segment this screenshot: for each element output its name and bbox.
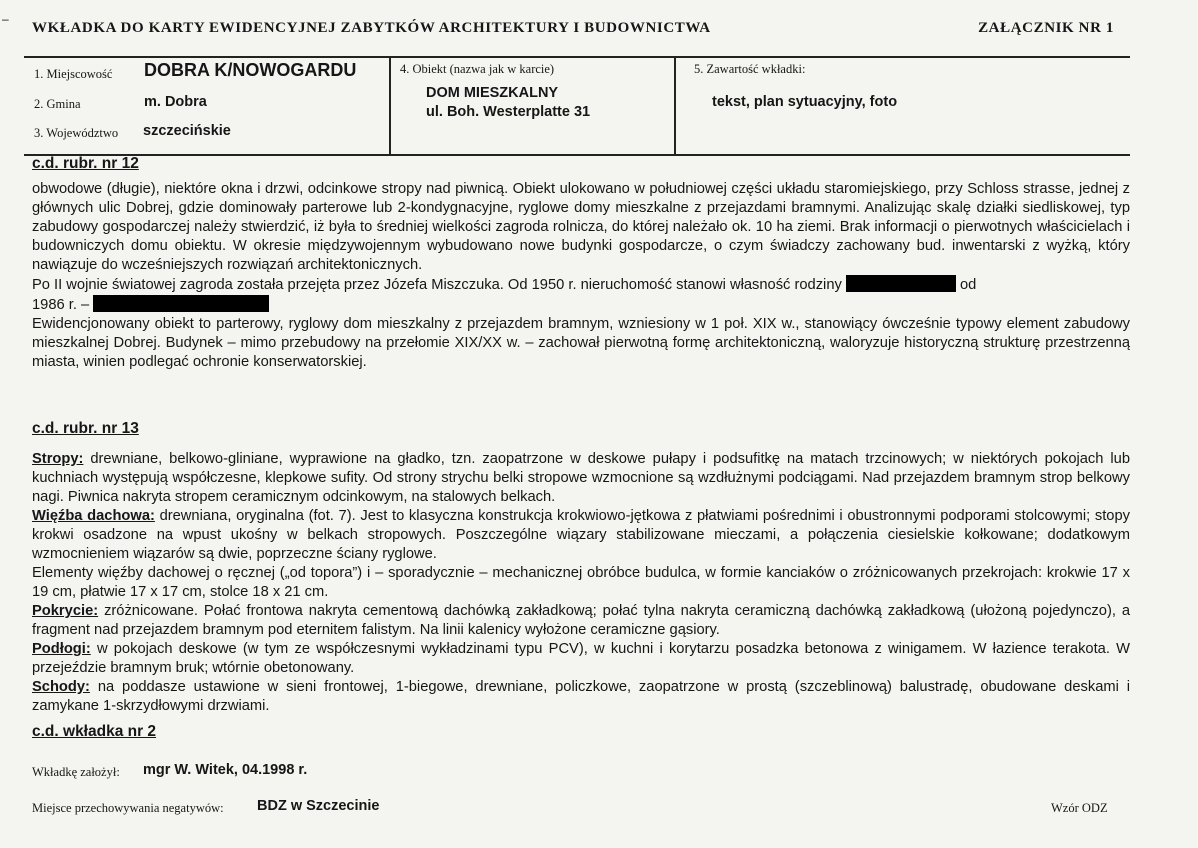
section-12-paragraph: Ewidencjonowany obiekt to parterowy, ryglowy dom mieszkalny z przejazdem bramnym, wzniesiony w 1 poł. XIX w., stanowiący ówcześnie typowy element zabudowy mieszkalnej Dobrej. Budynek – mimo przebudowy na przełomie XIX/XX w. – zachował pierwotną formę architektoniczną, waloryzuje historyczną strukturę przestrzenną miasta, winien podlegać ochronie konserwatorskiej.	[32, 316, 1130, 370]
author-value: mgr W. Witek, 04.1998 r.	[143, 762, 308, 778]
ownership-since: od	[960, 277, 977, 293]
box-divider	[389, 58, 391, 154]
negatives-storage-value: BDZ w Szczecinie	[257, 798, 380, 814]
margin-mark: –	[2, 12, 9, 26]
redaction-bar	[93, 295, 269, 312]
object-fields-box	[24, 56, 1130, 156]
contents-label: 5. Zawartość wkładki:	[694, 62, 806, 76]
box-divider	[674, 58, 676, 154]
section-13-heading: c.d. rubr. nr 13	[32, 420, 139, 437]
continued-note: c.d. wkładka nr 2	[32, 723, 157, 740]
object-address: ul. Boh. Westerplatte 31	[426, 104, 591, 120]
voivodeship-label: 3. Województwo	[34, 126, 119, 140]
roofing-text: zróżnicowane. Połać frontowa nakryta cementową dachówką zakładkową; połać tylna nakryta ceramiczną dachówką zakładkową (ułożoną pojedynczo), a fragment nad przejazdem bramnym pod eternitem falistym. Na linii kalenicy wyłożone ceramiczne gąsiory.	[32, 603, 1130, 638]
object-label: 4. Obiekt (nazwa jak w karcie)	[400, 62, 555, 76]
section-12-heading: c.d. rubr. nr 12	[32, 155, 139, 172]
roof-truss-text: drewniana, oryginalna (fot. 7). Jest to klasyczna konstrukcja krokwiowo-jętkowa z płatwiami pośrednimi i obustronnymi podporami stolcowymi; stopy krokwi osadzone na wpust ukośny w belkach stropowych. Poszczególne wiązary stabilizowane mieczami, a połączenia ciesielskie kołkowane; dodatkowym wzmocnieniem wiązarów są dwie, poprzeczne ściany ryglowe.	[32, 508, 1130, 562]
ceilings-paragraph	[32, 450, 1130, 507]
truss-elements-paragraph: Elementy więźby dachowej o ręcznej („od topora”) i – sporadycznie – mechanicznej obróbce budulca, w formie kanciaków o zróżnicowanych przekrojach: krokwie 17 x 19 cm, płatwie 17 x 17 cm, stolce 18 x 21 cm.	[32, 565, 1130, 600]
stairs-paragraph	[32, 678, 1130, 716]
floors-paragraph	[32, 640, 1130, 678]
section-12-paragraph: obwodowe (długie), niektóre okna i drzwi, odcinkowe stropy nad piwnicą. Obiekt ulokowano w południowej części układu staromiejskiego, przy Schloss strasse, jednej z głównych ulic Dobrej, gdzie dominowały parterowe lub 2-kondygnacyjne, ryglowe domy mieszkalne z przejazdami bramnymi. Analizując skalę działki siedliskowej, typ zabudowy gospodarczej należy stwierdzić, iż była to średniej wielkości zagroda rolnicza, do której należało ok. 10 ha ziemi. Brak informacji o pierwotnych właścicielach i budowniczych domu obiektu. W okresie międzywojennym wybudowano nowe budynki gospodarcze, o czym świadczy zachowany bud. inwentarski z wyżką, który nawiązuje do wcześniejszych rozwiązań architektonicznych.	[32, 181, 1130, 273]
section-12-paragraph	[32, 275, 1130, 315]
contents-value: tekst, plan sytuacyjny, foto	[712, 94, 898, 110]
section-12-body	[32, 180, 1130, 372]
annex-number: ZAŁĄCZNIK NR 1	[978, 20, 1114, 36]
voivodeship-value: szczecińskie	[143, 123, 231, 139]
section-13-body	[32, 450, 1130, 716]
town-label: 1. Miejscowość	[34, 67, 113, 81]
commune-value: m. Dobra	[144, 94, 207, 110]
ownership-text: Po II wojnie światowej zagroda została przejęta przez Józefa Miszczuka. Od 1950 r. nieruchomość stanowi własność rodziny	[32, 277, 842, 293]
town-value: DOBRA K/NOWOGARDU	[144, 60, 357, 80]
object-name: DOM MIESZKALNY	[426, 85, 559, 101]
floors-text: w pokojach deskowe (w tym ze współczesnymi wykładzinami typu PCV), w kuchni i korytarzu posadzka betonowa z winigamem. W łazience terakota. W przejeździe bramnym bruk; wtórnie obetonowany.	[32, 641, 1130, 676]
floors-label: Podłogi:	[32, 641, 91, 657]
form-code: Wzór ODZ	[1051, 801, 1108, 815]
roof-truss-paragraph	[32, 507, 1130, 564]
ceilings-label: Stropy:	[32, 451, 84, 467]
stairs-text: na poddasze ustawione w sieni frontowej, 1-biegowe, drewniane, policzkowe, zaopatrzone w prostą (szczeblinową) balustradę, obudowane deskami i zamykane 1-skrzydłowymi drzwiami.	[32, 679, 1130, 714]
ownership-year: 1986 r. –	[32, 297, 90, 313]
roof-truss-label: Więźba dachowa:	[32, 508, 155, 524]
commune-label: 2. Gmina	[34, 97, 81, 111]
redaction-bar	[846, 275, 956, 292]
stairs-label: Schody:	[32, 679, 90, 695]
ceilings-text: drewniane, belkowo-gliniane, wyprawione na gładko, tzn. zaopatrzone w deskowe pułapy i podsufitkę na matach trzcinowych; w niektórych pokojach lub kuchniach występują współczesne, klepkowe sufity. Od strony strychu belki stropowe wzmocnione są wzdłużnymi podciągami. Nad przejazdem bramnym strop belkowy nagi. Piwnica nakryta stropem ceramicznym odcinkowym, na stalowych belkach.	[32, 451, 1130, 505]
negatives-storage-label: Miejsce przechowywania negatywów:	[32, 801, 224, 815]
roofing-label: Pokrycie:	[32, 603, 99, 619]
author-label: Wkładkę założył:	[32, 765, 120, 779]
document-title: WKŁADKA DO KARTY EWIDENCYJNEJ ZABYTKÓW ARCHITEKTURY I BUDOWNICTWA	[32, 20, 711, 36]
roofing-paragraph	[32, 602, 1130, 640]
